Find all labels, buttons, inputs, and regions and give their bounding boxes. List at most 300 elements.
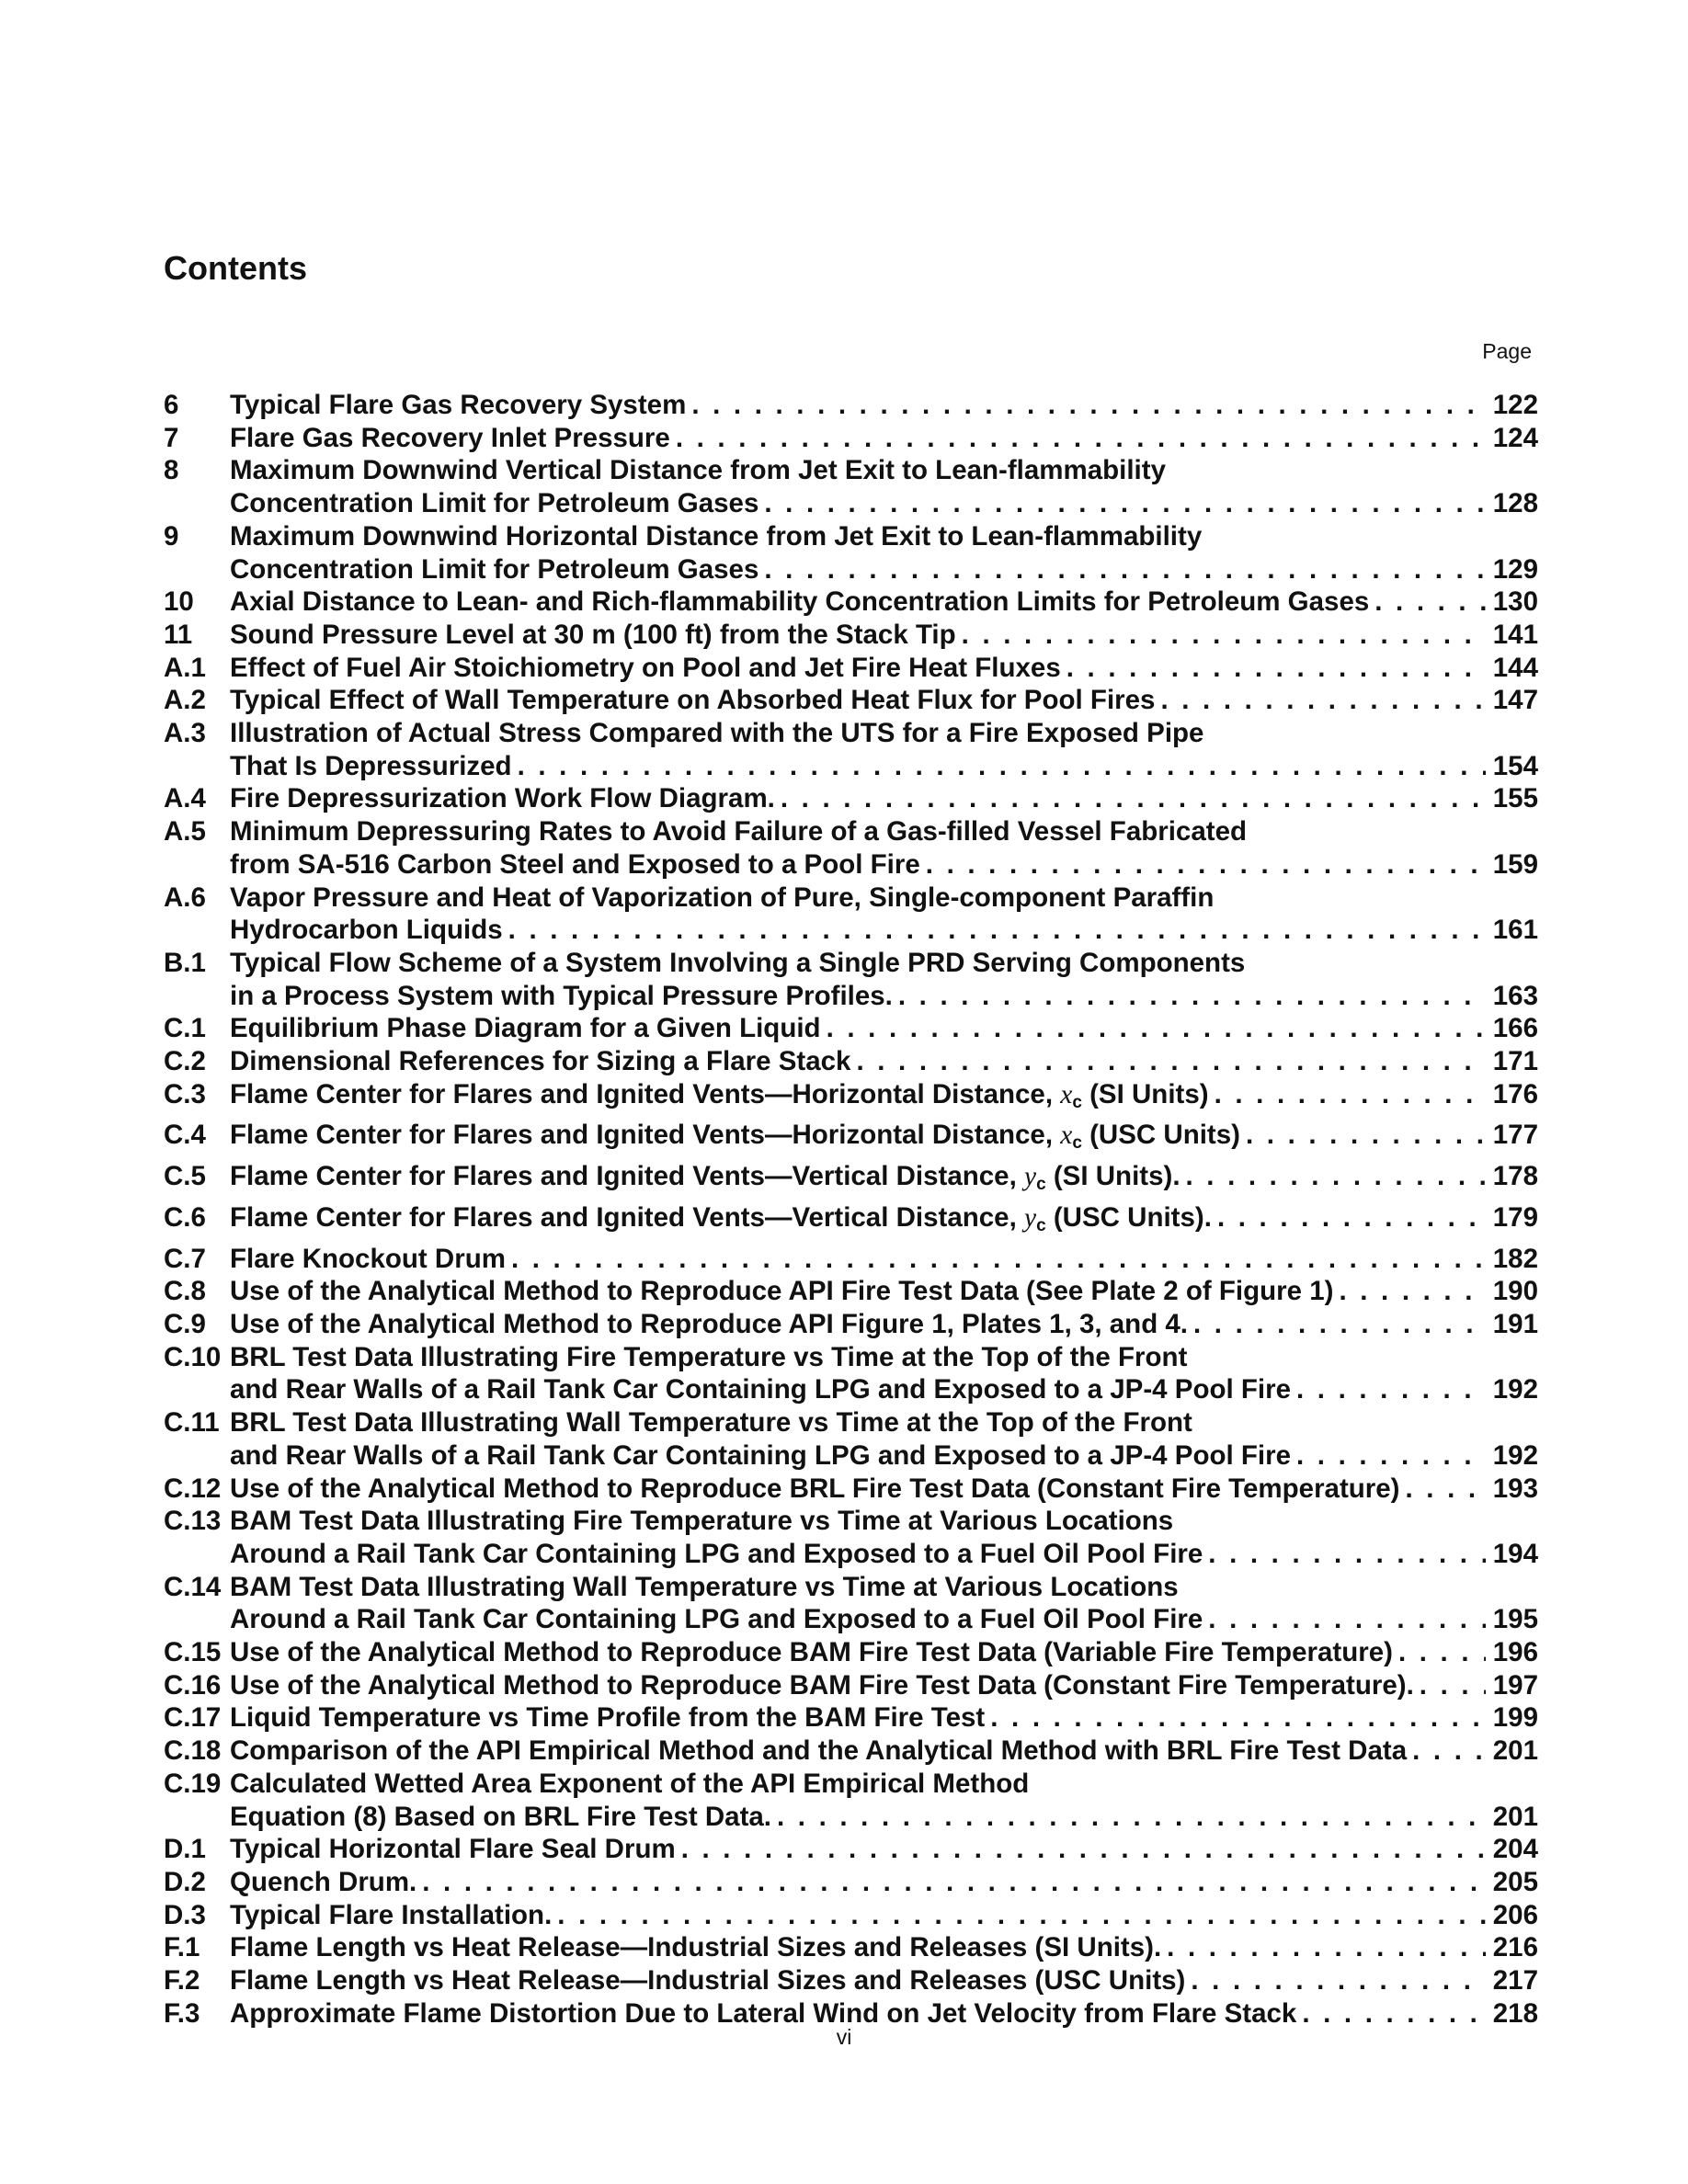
math-variable: y [1023,1202,1037,1233]
figure-title-line [230,1308,1538,1341]
figure-number: F.1 [164,1932,200,1963]
figure-title-line [230,947,1538,980]
figure-title-suffix: (USC Units). [1045,1201,1212,1233]
page-number: 130 [1492,586,1538,618]
figure-number: 7 [164,422,179,453]
figure-title-text: Comparison of the API Empirical Method and the Analytical Method with BRL Fire Test Data [230,1735,1408,1767]
figure-number: 8 [164,455,179,486]
figure-number: C.13 [164,1506,222,1537]
dot-leader [676,422,1486,455]
figure-number: 6 [164,390,179,420]
toc-entry[interactable] [164,422,1538,455]
toc-entry[interactable] [164,1406,1538,1472]
page-number: 166 [1492,1013,1538,1044]
figure-number: F.3 [164,1997,200,2029]
page-number: 177 [1492,1120,1538,1151]
figure-number: 10 [164,586,194,618]
figure-title-block [230,1275,1538,1308]
figure-title-text: BAM Test Data Illustrating Fire Temperature vs Time at Various Locations [230,1506,1174,1537]
page-number: 141 [1492,619,1538,650]
figure-title-text: Use of the Analytical Method to Reproduce BAM Fire Test Data (Variable Fire Temperature) [230,1637,1393,1668]
toc-entry[interactable] [164,782,1538,815]
toc-entry[interactable] [164,717,1538,782]
figure-title-line [230,914,1538,947]
figure-number: A.5 [164,816,206,847]
figure-title-line [230,1701,1538,1735]
figure-title-block [230,882,1538,947]
page-number: 163 [1492,980,1538,1011]
figure-title-block [230,1669,1538,1702]
figure-title-line [230,1833,1538,1866]
page-number: 191 [1492,1308,1538,1339]
figure-title-line [230,1801,1538,1834]
page-number: 194 [1492,1538,1538,1569]
figure-title-line [230,1636,1538,1669]
figure-title-text: Maximum Downwind Horizontal Distance from Jet Exit to Lean-flammability [230,520,1203,552]
page-number: 201 [1492,1735,1538,1767]
figure-title-block [230,1473,1538,1506]
figure-title-text: Flame Length vs Heat Release—Industrial Sizes and Releases (SI Units). [230,1932,1162,1963]
figure-number: C.4 [164,1120,206,1151]
page-column-label: Page [1482,339,1532,363]
figure-title-text: Typical Flare Installation. [230,1899,553,1930]
figure-title-line [230,1538,1538,1571]
figure-title-text: Use of the Analytical Method to Reproduce API Figure 1, Plates 1, 3, and 4. [230,1308,1189,1339]
page-number: 124 [1492,422,1538,453]
dot-leader [1420,1669,1486,1702]
dot-leader [1066,652,1486,685]
figure-title-block [230,1160,1538,1201]
figure-number: C.12 [164,1473,222,1504]
figure-title-line [230,1275,1538,1308]
dot-leader [1412,1735,1486,1768]
figure-title-text: Around a Rail Tank Car Containing LPG and Exposed to a Fuel Oil Pool Fire [230,1604,1203,1635]
figure-title-line [230,750,1538,783]
figure-title-line [230,1078,1538,1120]
figure-title-block [230,815,1538,881]
dot-leader [508,914,1486,947]
page-number: 205 [1492,1866,1538,1897]
figure-title-text: Flare Gas Recovery Inlet Pressure [230,422,670,453]
toc-entry[interactable] [164,1636,1538,1669]
figure-title-text: Use of the Analytical Method to Reproduce API Fire Test Data (See Plate 2 of Figure 1) [230,1276,1334,1307]
figure-number: F.2 [164,1965,200,1996]
figure-title-line [230,1735,1538,1768]
dot-leader [764,553,1485,586]
figure-title-text: Typical Horizontal Flare Seal Drum [230,1834,676,1865]
figure-title-text: Approximate Flame Distortion Due to Lateral Wind on Jet Velocity from Flare Stack [230,1997,1297,2029]
toc-entry[interactable] [164,1669,1538,1702]
figure-title-block [230,652,1538,685]
toc-entry[interactable] [164,586,1538,619]
dot-leader [781,782,1486,815]
figure-number: C.3 [164,1078,206,1109]
figure-title-suffix: (SI Units) [1081,1078,1209,1109]
figure-title-text: Use of the Analytical Method to Reproduce BRL Fire Test Data (Constant Fire Temperature) [230,1473,1400,1504]
toc-entry[interactable] [164,652,1538,685]
figure-title-line [230,1899,1538,1932]
page-number: 216 [1492,1932,1538,1963]
figure-title-text: Illustration of Actual Stress Compared with the UTS for a Fire Exposed Pipe [230,718,1204,749]
figure-title-block [230,1768,1538,1833]
math-variable: y [1023,1162,1037,1192]
toc-entry[interactable] [164,1768,1538,1833]
figure-number: C.7 [164,1243,206,1274]
dot-leader [898,980,1486,1013]
toc-entry[interactable] [164,1735,1538,1768]
dot-leader [422,1866,1486,1899]
figure-title-text: BRL Test Data Illustrating Wall Temperature vs Time at the Top of the Front [230,1407,1192,1439]
figure-title-line [230,1160,1538,1201]
toc-entry[interactable] [164,1078,1538,1120]
dot-leader [764,487,1485,520]
page-number: 144 [1492,652,1538,683]
figure-number: D.2 [164,1866,206,1897]
toc-entry[interactable] [164,619,1538,652]
figure-title-suffix: (USC Units) [1081,1120,1240,1151]
toc-entry[interactable] [164,1505,1538,1570]
figure-title-text: Dimensional References for Sizing a Flare Stack [230,1046,851,1077]
page-number-footer: vi [836,2025,852,2049]
dot-leader [1186,1160,1486,1193]
math-subscript: c [1036,1215,1046,1235]
figure-number: A.4 [164,783,206,814]
dot-leader [1296,1373,1486,1406]
page-title: Contents [164,249,307,287]
figure-title-line [230,815,1538,848]
figure-title-block [230,1899,1538,1932]
figure-title-text: Flare Knockout Drum [230,1243,506,1274]
figure-title-line [230,980,1538,1013]
figure-number: C.5 [164,1161,206,1192]
figure-title-line [230,1341,1538,1374]
dot-leader [681,1833,1486,1866]
page-number: 217 [1492,1965,1538,1996]
toc-entry[interactable] [164,684,1538,717]
figure-title-line [230,1866,1538,1899]
page-number: 204 [1492,1834,1538,1865]
figure-title-line [230,1373,1538,1406]
figure-title-text: and Rear Walls of a Rail Tank Car Containing LPG and Exposed to a JP-4 Pool Fire [230,1439,1291,1471]
page-number: 154 [1492,750,1538,781]
dot-leader [1296,1439,1486,1473]
figure-title-block [230,586,1538,619]
figure-title-text: Flame Center for Flares and Ignited Vents—Vertical Distance, $y_c$ (USC Units). [230,1201,1212,1235]
figure-title-line [230,652,1538,685]
figure-title-line [230,422,1538,455]
toc-entry[interactable] [164,520,1538,586]
figure-title-line [230,848,1538,882]
dot-leader [1208,1538,1485,1571]
dot-leader [1193,1308,1486,1341]
figure-title-line [230,1045,1538,1078]
page-number: 178 [1492,1161,1538,1192]
figure-title-text: Minimum Depressuring Rates to Avoid Failure of a Gas-filled Vessel Fabricated [230,816,1247,847]
page-number: 192 [1492,1374,1538,1405]
figure-title-block [230,947,1538,1012]
page-number: 201 [1492,1801,1538,1832]
figure-number: A.2 [164,685,206,716]
math-variable: x [1060,1079,1073,1109]
page-number: 176 [1492,1078,1538,1109]
figure-title-block [230,782,1538,815]
toc-entry[interactable] [164,1701,1538,1735]
page-number: 193 [1492,1473,1538,1504]
math-subscript: c [1036,1175,1046,1195]
figure-title-text: Flame Center for Flares and Ignited Vents—Vertical Distance, $y_c$ (SI Units). [230,1161,1180,1195]
toc-entry[interactable] [164,1243,1538,1276]
dot-leader [1160,684,1485,717]
dot-leader [511,1243,1486,1276]
dot-leader [1167,1931,1486,1964]
toc-entry[interactable] [164,1012,1538,1045]
figure-number: C.10 [164,1341,222,1372]
figure-number: 9 [164,520,179,552]
figure-title-block [230,1701,1538,1735]
figure-title-block [230,1201,1538,1243]
figure-title-text: Use of the Analytical Method to Reproduce BAM Fire Test Data (Constant Fire Temperature). [230,1669,1414,1701]
figure-number: 11 [164,619,193,650]
figure-title-text: Typical Flow Scheme of a System Involving a Single PRD Serving Components [230,947,1246,978]
page-number: 195 [1492,1604,1538,1635]
figure-title-block [230,454,1538,519]
math-subscript: c [1072,1092,1082,1112]
figure-title-block [230,619,1538,652]
figure-number: B.1 [164,947,206,978]
figure-number: D.1 [164,1834,206,1865]
dot-leader [1191,1964,1485,1997]
figure-title-block [230,1636,1538,1669]
dot-leader [1208,1603,1485,1636]
figure-title-block [230,1045,1538,1078]
toc-entry[interactable] [164,815,1538,881]
figure-title-block [230,1505,1538,1570]
figure-title-block [230,1866,1538,1899]
dot-leader [827,1012,1486,1045]
figure-number: C.8 [164,1276,206,1307]
figure-title-line [230,520,1538,553]
figure-title-text: Concentration Limit for Petroleum Gases [230,553,759,585]
figure-title-block [230,1964,1538,1997]
dot-leader [1215,1078,1486,1111]
figure-title-line [230,882,1538,915]
figure-title-text: Flame Center for Flares and Ignited Vents—Horizontal Distance, $x_c$ (USC Units) [230,1120,1240,1154]
figure-number: C.18 [164,1735,222,1767]
dot-leader [926,848,1486,882]
toc-entry[interactable] [164,454,1538,519]
figure-title-block [230,1308,1538,1341]
page-number: 122 [1492,390,1538,420]
page-number: 218 [1492,1997,1538,2029]
math-variable: x [1060,1120,1073,1151]
figure-title-block [230,1833,1538,1866]
dot-leader [557,1899,1485,1932]
figure-title-line [230,1669,1538,1702]
figure-title-line [230,717,1538,750]
figure-number: C.9 [164,1308,206,1339]
dot-leader [1398,1636,1486,1669]
page-number: 147 [1492,685,1538,716]
dot-leader [691,389,1485,422]
figure-title-text: That Is Depressurized [230,750,512,781]
figure-title-line [230,1768,1538,1801]
figure-title-block [230,1735,1538,1768]
figure-number: C.1 [164,1013,206,1044]
figure-number: A.3 [164,718,206,749]
figure-title-line [230,1603,1538,1636]
figure-title-text: Hydrocarbon Liquids [230,915,503,946]
dot-leader [990,1701,1486,1735]
toc-entry[interactable] [164,389,1538,422]
figure-number: A.1 [164,652,206,683]
figure-number: C.19 [164,1768,222,1799]
toc-entry[interactable] [164,1341,1538,1406]
toc-entry[interactable] [164,1899,1538,1932]
figure-title-block [230,684,1538,717]
figure-title-line [230,1119,1538,1160]
figure-title-line [230,1243,1538,1276]
figure-title-text: Quench Drum. [230,1866,417,1897]
figure-number: C.2 [164,1046,206,1077]
figure-title-text: Equation (8) Based on BRL Fire Test Data. [230,1801,771,1832]
figure-title-line [230,1406,1538,1439]
figure-number: C.14 [164,1571,222,1602]
page-number: 155 [1492,783,1538,814]
figure-title-text: Around a Rail Tank Car Containing LPG and Exposed to a Fuel Oil Pool Fire [230,1538,1203,1569]
figure-title-block [230,1406,1538,1472]
figure-title-text: Flame Center for Flares and Ignited Vents—Horizontal Distance, $x_c$ (SI Units) [230,1078,1209,1112]
figure-title-text: Concentration Limit for Petroleum Gases [230,488,759,519]
figure-number: D.3 [164,1899,206,1930]
page-number: 159 [1492,848,1538,880]
figure-title-line [230,1473,1538,1506]
dot-leader [1339,1275,1485,1308]
figure-title-line [230,389,1538,422]
figure-title-block [230,422,1538,455]
figure-title-line [230,1571,1538,1604]
toc-entry[interactable] [164,1571,1538,1636]
figure-title-text: Fire Depressurization Work Flow Diagram. [230,783,775,814]
figure-title-line [230,553,1538,586]
toc-entry[interactable] [164,1275,1538,1308]
toc-entry[interactable] [164,882,1538,947]
figure-number: C.16 [164,1669,222,1701]
toc-entry[interactable] [164,1866,1538,1899]
figure-title-text: BAM Test Data Illustrating Wall Temperature vs Time at Various Locations [230,1571,1179,1602]
page-number: 192 [1492,1439,1538,1471]
figure-title-text: BRL Test Data Illustrating Fire Temperature vs Time at the Top of the Front [230,1341,1188,1372]
page-number: 179 [1492,1201,1538,1233]
page-number: 171 [1492,1046,1538,1077]
page-number: 197 [1492,1669,1538,1701]
figure-title-text: Typical Effect of Wall Temperature on Absorbed Heat Flux for Pool Fires [230,685,1156,716]
figure-title-text: Maximum Downwind Vertical Distance from Jet Exit to Lean-flammability [230,455,1166,486]
figure-number: C.11 [164,1407,220,1439]
page-number: 206 [1492,1899,1538,1930]
figure-title-block [230,1012,1538,1045]
dot-leader [1406,1473,1486,1506]
figure-title-line [230,684,1538,717]
page-number: 128 [1492,488,1538,519]
figure-title-suffix: (SI Units). [1045,1161,1180,1192]
dot-leader [1246,1119,1486,1152]
toc-entry[interactable] [164,1119,1538,1160]
figure-title-line [230,487,1538,520]
page-number: 129 [1492,553,1538,585]
page-number: 196 [1492,1637,1538,1668]
figure-title-line [230,586,1538,619]
figure-title-line [230,1012,1538,1045]
figure-title-line [230,782,1538,815]
toc-entry[interactable] [164,1160,1538,1201]
toc-entry[interactable] [164,1931,1538,1964]
page-number: 161 [1492,915,1538,946]
figure-number: A.6 [164,882,206,913]
figure-title-line [230,1201,1538,1243]
figure-number: C.6 [164,1201,206,1233]
figure-title-line [230,1964,1538,1997]
figure-title-text: Vapor Pressure and Heat of Vaporization of Pure, Single-component Paraffin [230,882,1215,913]
figure-title-text: Liquid Temperature vs Time Profile from the BAM Fire Test [230,1702,986,1734]
figure-title-block [230,1078,1538,1120]
figure-title-block [230,717,1538,782]
dot-leader [962,619,1486,652]
figure-title-text: Axial Distance to Lean- and Rich-flammability Concentration Limits for Petroleum Gases [230,586,1370,618]
figure-title-text: Typical Flare Gas Recovery System [230,390,687,420]
figure-title-text: Equilibrium Phase Diagram for a Given Liquid [230,1013,821,1044]
dot-leader [777,1801,1486,1834]
dot-leader [1217,1201,1486,1234]
figure-number: C.17 [164,1702,222,1734]
figure-number: C.15 [164,1637,222,1668]
toc-entry[interactable] [164,1308,1538,1341]
table-of-figures [164,389,1538,2030]
figure-title-text: in a Process System with Typical Pressure Profiles. [230,980,893,1011]
figure-title-block [230,1119,1538,1160]
figure-title-block [230,520,1538,586]
dot-leader [1374,586,1486,619]
figure-title-text: and Rear Walls of a Rail Tank Car Containing LPG and Exposed to a JP-4 Pool Fire [230,1374,1291,1405]
figure-title-text: from SA-516 Carbon Steel and Exposed to a Pool Fire [230,848,920,880]
figure-title-line [230,1931,1538,1964]
figure-title-line [230,1439,1538,1473]
toc-entry[interactable] [164,1964,1538,1997]
figure-title-block [230,1341,1538,1406]
page-number: 190 [1492,1276,1538,1307]
figure-title-block [230,1571,1538,1636]
toc-entry[interactable] [164,947,1538,1012]
toc-entry[interactable] [164,1045,1538,1078]
math-subscript: c [1072,1133,1082,1154]
toc-entry[interactable] [164,1473,1538,1506]
figure-title-block [230,389,1538,422]
figure-title-line [230,1505,1538,1538]
page-number: 199 [1492,1702,1538,1734]
toc-entry[interactable] [164,1201,1538,1243]
toc-entry[interactable] [164,1833,1538,1866]
page-number: 182 [1492,1243,1538,1274]
figure-title-text: Calculated Wetted Area Exponent of the API Empirical Method [230,1768,1030,1799]
dot-leader [518,750,1486,783]
figure-title-line [230,619,1538,652]
dot-leader [856,1045,1485,1078]
figure-title-block [230,1243,1538,1276]
figure-title-block [230,1931,1538,1964]
figure-title-line [230,454,1538,487]
figure-title-text: Sound Pressure Level at 30 m (100 ft) from the Stack Tip [230,619,956,650]
figure-title-text: Flame Length vs Heat Release—Industrial Sizes and Releases (USC Units) [230,1965,1186,1996]
figure-title-text: Effect of Fuel Air Stoichiometry on Pool and Jet Fire Heat Fluxes [230,652,1061,683]
